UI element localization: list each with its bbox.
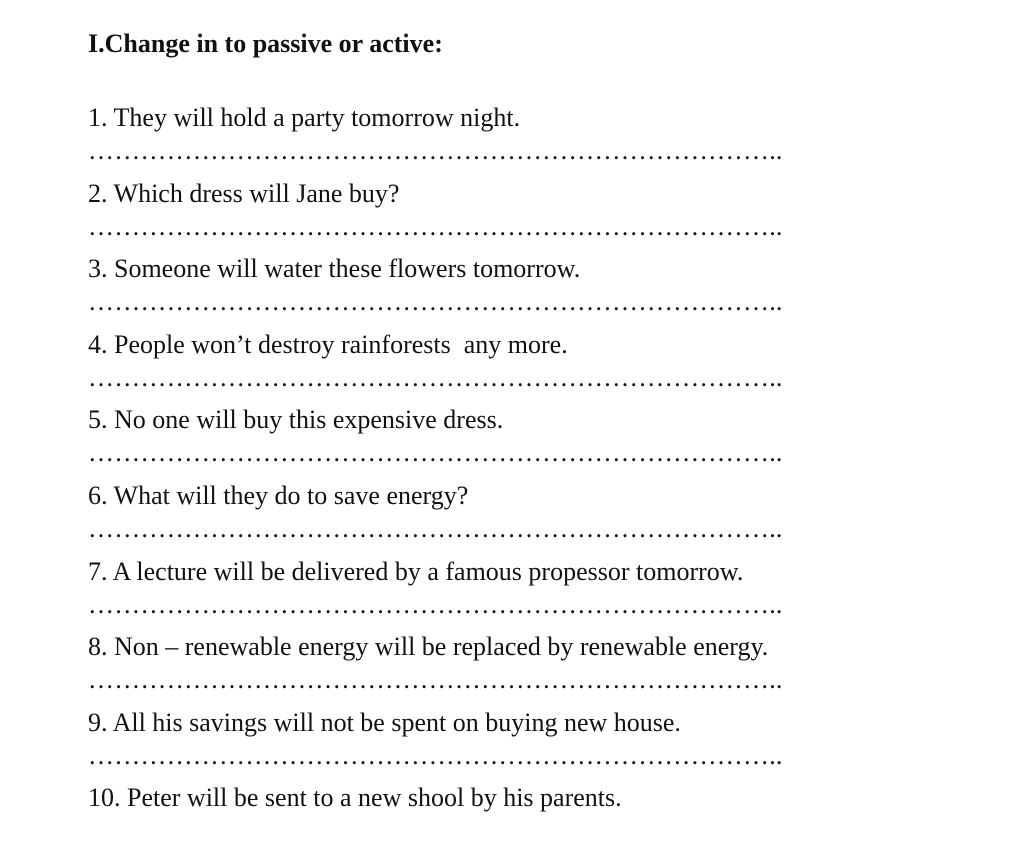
answer-blank: …………………………………………………………………….. xyxy=(88,591,783,618)
question-text: 4. People won’t destroy rainforests any more. xyxy=(88,329,568,359)
exercise-item-7 xyxy=(88,554,988,630)
exercise-item-4 xyxy=(88,327,988,403)
answer-blank: …………………………………………………………………….. xyxy=(88,440,783,467)
exercise-item-2 xyxy=(88,176,988,252)
exercise-item-8 xyxy=(88,629,988,705)
answer-blank: …………………………………………………………………….. xyxy=(88,364,783,391)
exercise-item-5 xyxy=(88,402,988,478)
question-text: 2. Which dress will Jane buy? xyxy=(88,178,400,208)
question-text: 8. Non – renewable energy will be replaced by renewable energy. xyxy=(88,632,769,662)
exercise-item-3 xyxy=(88,251,988,327)
question-text: 9. All his savings will not be spent on buying new house. xyxy=(88,707,681,737)
question-text: 5. No one will buy this expensive dress. xyxy=(88,405,504,435)
answer-blank: …………………………………………………………………….. xyxy=(88,138,783,164)
answer-blank: …………………………………………………………………….. xyxy=(88,742,783,769)
exercise-heading: I.Change in to passive or active: xyxy=(88,29,443,58)
answer-blank: …………………………………………………………………….. xyxy=(88,667,783,694)
answer-blank: …………………………………………………………………….. xyxy=(88,515,783,542)
exercise-item-1 xyxy=(88,100,988,176)
exercise-list xyxy=(88,100,988,856)
answer-blank: …………………………………………………………………….. xyxy=(88,289,783,316)
answer-blank: …………………………………………………………………….. xyxy=(88,213,783,240)
question-text: 3. Someone will water these flowers tomorrow. xyxy=(88,254,581,284)
question-text: 6. What will they do to save energy? xyxy=(88,480,469,510)
exercise-item-10 xyxy=(88,780,988,856)
question-text: 1. They will hold a party tomorrow night. xyxy=(88,103,521,132)
exercise-item-9 xyxy=(88,705,988,781)
exercise-item-6 xyxy=(88,478,988,554)
question-text: 10. Peter will be sent to a new shool by his parents. xyxy=(88,783,622,813)
question-text: 7. A lecture will be delivered by a famous propessor tomorrow. xyxy=(88,556,744,586)
